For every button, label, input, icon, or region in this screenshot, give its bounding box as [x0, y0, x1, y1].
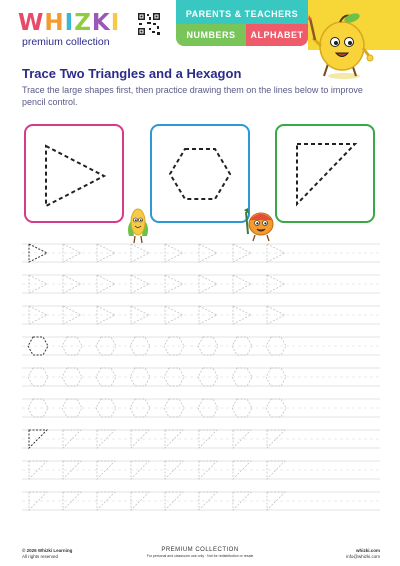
footer-copyright: [22, 548, 72, 560]
copyright-text: © 2026 Whizki Learning: [22, 548, 73, 553]
triangle-shape-box: [24, 124, 124, 223]
rights-text: All rights reserved: [22, 554, 59, 559]
logo-letter: I: [64, 10, 75, 36]
numbers-tag[interactable]: NUMBERS: [176, 24, 246, 46]
collection-text: PREMIUM COLLECTION: [161, 547, 239, 553]
brand-logo: [18, 12, 120, 35]
right-triangle-trace-icon: [29, 492, 47, 510]
logo-letter: H: [44, 10, 65, 36]
right-triangle-shape-box: [275, 124, 375, 223]
triangle-trace-icon: [29, 244, 47, 262]
logo-letter: K: [91, 10, 111, 36]
hexagon-shape-box: [150, 124, 250, 223]
right-triangle-trace-icon: [131, 430, 149, 448]
footer-collection: [140, 547, 260, 559]
triangle-trace-icon: [233, 244, 251, 262]
site-link[interactable]: whizki.com: [355, 548, 380, 553]
triangle-trace-icon: [131, 306, 149, 324]
email-link[interactable]: info@whizki.com: [346, 554, 380, 559]
qr-code-icon: [137, 12, 161, 36]
usage-text: For personal and classroom use only · Not for redistribution or resale: [146, 554, 254, 558]
triangle-trace-icon: [29, 275, 47, 293]
triangle-trace-icon: [233, 306, 251, 324]
right-triangle-trace-icon: [233, 492, 251, 510]
alphabet-tag[interactable]: ALPHABET: [246, 24, 308, 46]
logo-letter: W: [18, 10, 45, 36]
right-triangle-trace-icon: [233, 461, 251, 479]
logo-letter: I: [110, 10, 121, 36]
logo-letter: Z: [74, 10, 92, 36]
right-triangle-trace-icon: [131, 492, 149, 510]
practice-lines-area: [0, 236, 400, 536]
brand-subtitle: premium collection: [22, 36, 110, 48]
triangle-trace-icon: [29, 306, 47, 324]
dashed-hexagon-icon: [152, 126, 248, 221]
right-triangle-trace-icon: [29, 430, 47, 448]
right-triangle-trace-icon: [233, 430, 251, 448]
parents-teachers-tag[interactable]: PARENTS & TEACHERS: [176, 0, 308, 24]
mango-mascot-icon: [306, 10, 376, 82]
right-triangle-trace-icon: [131, 461, 149, 479]
triangle-trace-icon: [233, 275, 251, 293]
triangle-trace-icon: [131, 244, 149, 262]
dashed-triangle-icon: [26, 126, 122, 221]
dashed-right-triangle-icon: [277, 126, 373, 221]
footer-contact: [330, 548, 380, 560]
right-triangle-trace-icon: [29, 461, 47, 479]
worksheet-instructions: Trace the large shapes first, then practice drawing them on the lines below to improve pencil control.: [22, 85, 363, 107]
worksheet-title: Trace Two Triangles and a Hexagon: [22, 66, 242, 81]
triangle-trace-icon: [131, 275, 149, 293]
